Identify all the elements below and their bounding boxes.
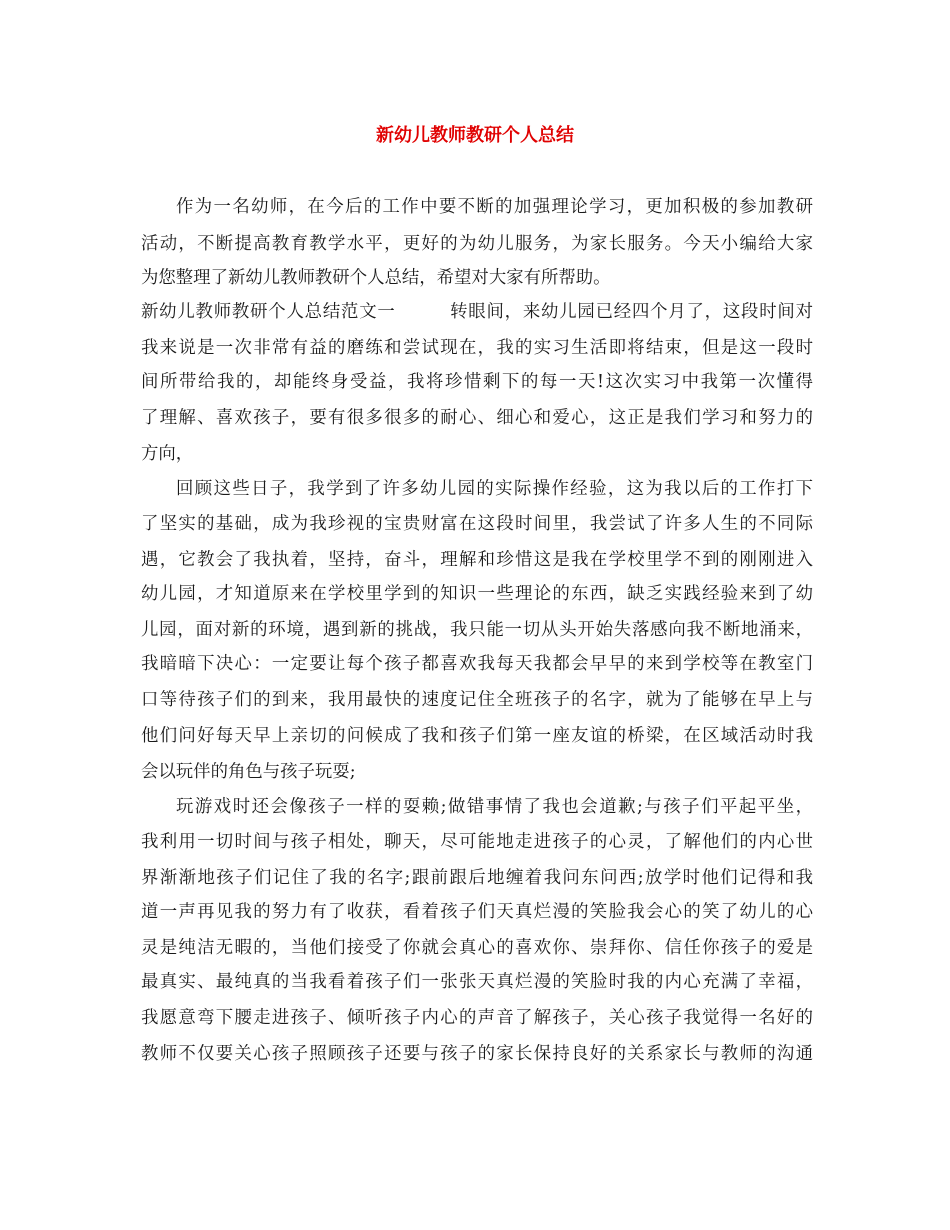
text-line: 教师不仅要关心孩子照顾孩子还要与孩子的家长保持良好的关系家长与教师的沟通 xyxy=(141,1044,813,1064)
text-line: 界渐渐地孩子们记住了我的名字;跟前跟后地缠着我问东问西;放学时他们记得和我 xyxy=(141,868,813,888)
text-line: 会以玩伴的角色与孩子玩耍; xyxy=(141,762,356,782)
text-line: 道一声再见我的努力有了收获，看着孩子们天真烂漫的笑脸我会心的笑了幼儿的心 xyxy=(141,902,813,922)
text-line: 儿园，面对新的环境，遇到新的挑战，我只能一切从头开始失落感向我不断地涌来， xyxy=(141,620,813,640)
text-line: 我暗暗下决心：一定要让每个孩子都喜欢我每天我都会早早的来到学校等在教室门 xyxy=(141,654,813,674)
text-line: 作为一名幼师，在今后的工作中要不断的加强理论学习，更加积极的参加教研 xyxy=(176,197,813,217)
text-line: 为您整理了新幼儿教师教研个人总结，希望对大家有所帮助。 xyxy=(141,268,611,288)
text-line: 回顾这些日子，我学到了许多幼儿园的实际操作经验，这为我以后的工作打下 xyxy=(176,479,813,499)
text-line: 最真实、最纯真的当我看着孩子们一张张天真烂漫的笑脸时我的内心充满了幸福， xyxy=(141,972,813,992)
text-line: 了理解、喜欢孩子，要有很多很多的耐心、细心和爱心，这正是我们学习和努力的 xyxy=(141,408,813,428)
text-line: 幼儿园，才知道原来在学校里学到的知识一些理论的东西，缺乏实践经验来到了幼 xyxy=(141,584,813,604)
text-line: 灵是纯洁无暇的，当他们接受了你就会真心的喜欢你、崇拜你、信任你孩子的爱是 xyxy=(141,938,813,958)
text-line: 玩游戏时还会像孩子一样的耍赖;做错事情了我也会道歉;与孩子们平起平坐， xyxy=(176,797,813,817)
text-line: 口等待孩子们的到来，我用最快的速度记住全班孩子的名字，就为了能够在早上与 xyxy=(141,690,813,710)
text-line: 我愿意弯下腰走进孩子、倾听孩子内心的声音了解孩子，关心孩子我觉得一名好的 xyxy=(141,1008,813,1028)
text-line: 间所带给我的，却能终身受益，我将珍惜剩下的每一天!这次实习中我第一次懂得 xyxy=(141,372,813,392)
text-line: 他们问好每天早上亲切的问候成了我和孩子们第一座友谊的桥梁，在区域活动时我 xyxy=(141,726,813,746)
text-line: 活动，不断提高教育教学水平，更好的为幼儿服务，为家长服务。今天小编给大家 xyxy=(141,234,813,254)
text-line: 我来说是一次非常有益的磨练和尝试现在，我的实习生活即将结束，但是这一段时 xyxy=(141,338,813,358)
text-line: 了坚实的基础，成为我珍视的宝贵财富在这段时间里，我尝试了许多人生的不同际 xyxy=(141,514,813,534)
text-line: 我利用一切时间与孩子相处，聊天，尽可能地走进孩子的心灵，了解他们的内心世 xyxy=(141,832,813,852)
document-title: 新幼儿教师教研个人总结 xyxy=(376,125,574,146)
text-line: 方向， xyxy=(141,444,194,464)
text-line: 遇，它教会了我执着，坚持，奋斗，理解和珍惜这是我在学校里学不到的刚刚进入 xyxy=(141,550,813,570)
text-line: 新幼儿教师教研个人总结范文一 转眼间，来幼儿园已经四个月了，这段时间对 xyxy=(141,302,813,322)
